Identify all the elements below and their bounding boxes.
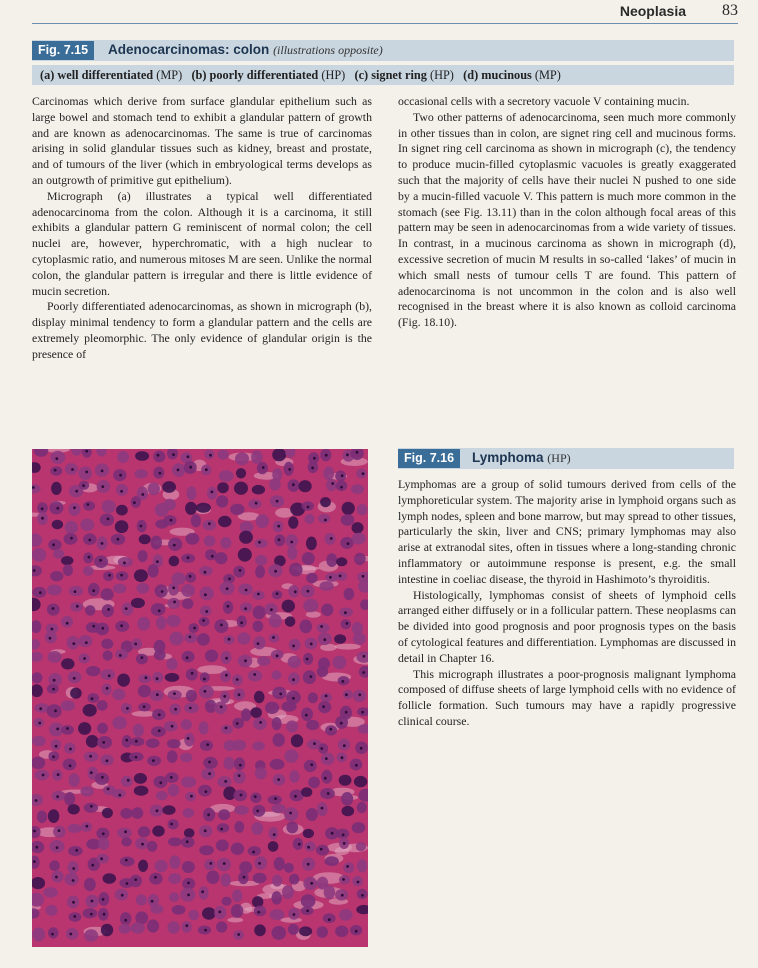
lymphoma-micrograph (32, 449, 368, 947)
subpart-d: (d) mucinous (463, 68, 532, 82)
right-paragraph: occasional cells with a secretory vacuole V containing mucin. (398, 94, 690, 108)
fig-7-16-label: Fig. 7.16 (398, 449, 460, 468)
left-paragraph: Micrograph (a) illustrates a typical well differentiated adenocarcinoma from the colon. Although it is a carcinoma, it still exhibits a glandular pattern G reminiscent of normal colon; the cell nuclei are, however, hyperchromatic, with a high nuclear to cytoplasmic ratio, and numerous mitoses M are seen. Unlike the normal colon, the glandular pattern is irregular and there is little evidence of mucin secretion. (32, 188, 372, 298)
fig-7-15-title (108, 42, 383, 58)
page-number: 83 (722, 2, 738, 19)
fig-7-15-subparts (40, 68, 561, 83)
right-paragraph: Two other patterns of adenocarcinoma, seen much more commonly in other tissues than in colon, are signet ring cell and mucinous forms. In signet ring cell carcinoma as shown in micrograph (c), the tendency to produce mucin-filled cytoplasmic vacuoles is greatly exaggerated such that the majority of cells have their nuclei N pushed to one side by a mucin-filled vacuole V. This pattern is much more common in the stomach (see Fig. 13.11) than in the colon although focal areas of this pattern may be seen in adenocarcinomas from a wide variety of tissues. In contrast, in a mucinous carcinoma as shown in micrograph (d), excessive secretion of mucin M results in so-called ‘lakes’ of mucin in which small nests of tumour cells T are found. This pattern of adenocarcinoma is not uncommon in the colon and is also well recognised in the breast where it is also known as colloid carcinoma (Fig. 18.10). (398, 109, 736, 330)
fig-7-15-note: (illustrations opposite) (273, 43, 383, 57)
subpart-d-mag: (MP) (534, 68, 561, 82)
fig-7-15-left-column (32, 94, 372, 363)
fig-7-16-column (398, 477, 736, 730)
fig-7-16-mag: (HP) (547, 451, 571, 465)
subpart-b-mag: (HP) (321, 68, 346, 82)
fig-7-15-title-text: Adenocarcinomas: colon (108, 42, 270, 57)
subpart-a-mag: (MP) (156, 68, 183, 82)
left-paragraph: Carcinomas which derive from surface glandular epithelium such as large bowel and stomach tend to exhibit a glandular pattern of growth and are known as adenocarcinomas. The same is true of carcinomas arising in solid glandular tissues such as kidney, breast and prostate, and of tumours of the liver (which in embryological terms develops as an outgrowth of primitive gut epithelium). (32, 94, 372, 187)
subpart-c-mag: (HP) (429, 68, 454, 82)
fig-7-15-label: Fig. 7.15 (32, 41, 94, 60)
section-title: Neoplasia (619, 3, 686, 19)
lymphoma-paragraph: This micrograph illustrates a poor-prognosis malignant lymphoma composed of diffuse sheets of large lymphoid cells with no evidence of follicle formation. Such tumours may have a rapidly progressive clinical course. (398, 666, 736, 728)
subpart-c: (c) signet ring (354, 68, 427, 82)
subpart-b: (b) poorly differentiated (191, 68, 319, 82)
fig-7-16-title (472, 450, 571, 466)
lymphoma-paragraph: Lymphomas are a group of solid tumours derived from cells of the lymphoreticular system. The majority arise in lymphoid organs such as lymph nodes, spleen and bone marrow, but may spread to other tissues, particularly the skin, liver and CNS; primary lymphomas may also arise at extranodal sites, often in tissues where a long-standing chronic inflammatory or autoimmune response is present, e.g. the small intestine in coeliac disease, the thyroid in Hashimoto’s thyroiditis. (398, 477, 736, 586)
fig-7-15-right-column (398, 94, 736, 331)
micrograph-cells (32, 449, 368, 947)
subpart-a: (a) well differentiated (40, 68, 154, 82)
left-paragraph: Poorly differentiated adenocarcinomas, as shown in micrograph (b), display minimal tendency to form a glandular pattern and the cells are extremely pleomorphic. The only evidence of glandular origin is the presence of (32, 299, 372, 361)
lymphoma-paragraph: Histologically, lymphomas consist of sheets of lymphoid cells arranged either diffusely or in a follicular pattern. These neoplasms can be divided into good prognosis and poor prognosis types on the basis of cytological features and differentiation. Lymphomas are discussed in detail in Chapter 16. (398, 587, 736, 665)
fig-7-16-title-text: Lymphoma (472, 450, 544, 465)
running-head (32, 0, 738, 24)
